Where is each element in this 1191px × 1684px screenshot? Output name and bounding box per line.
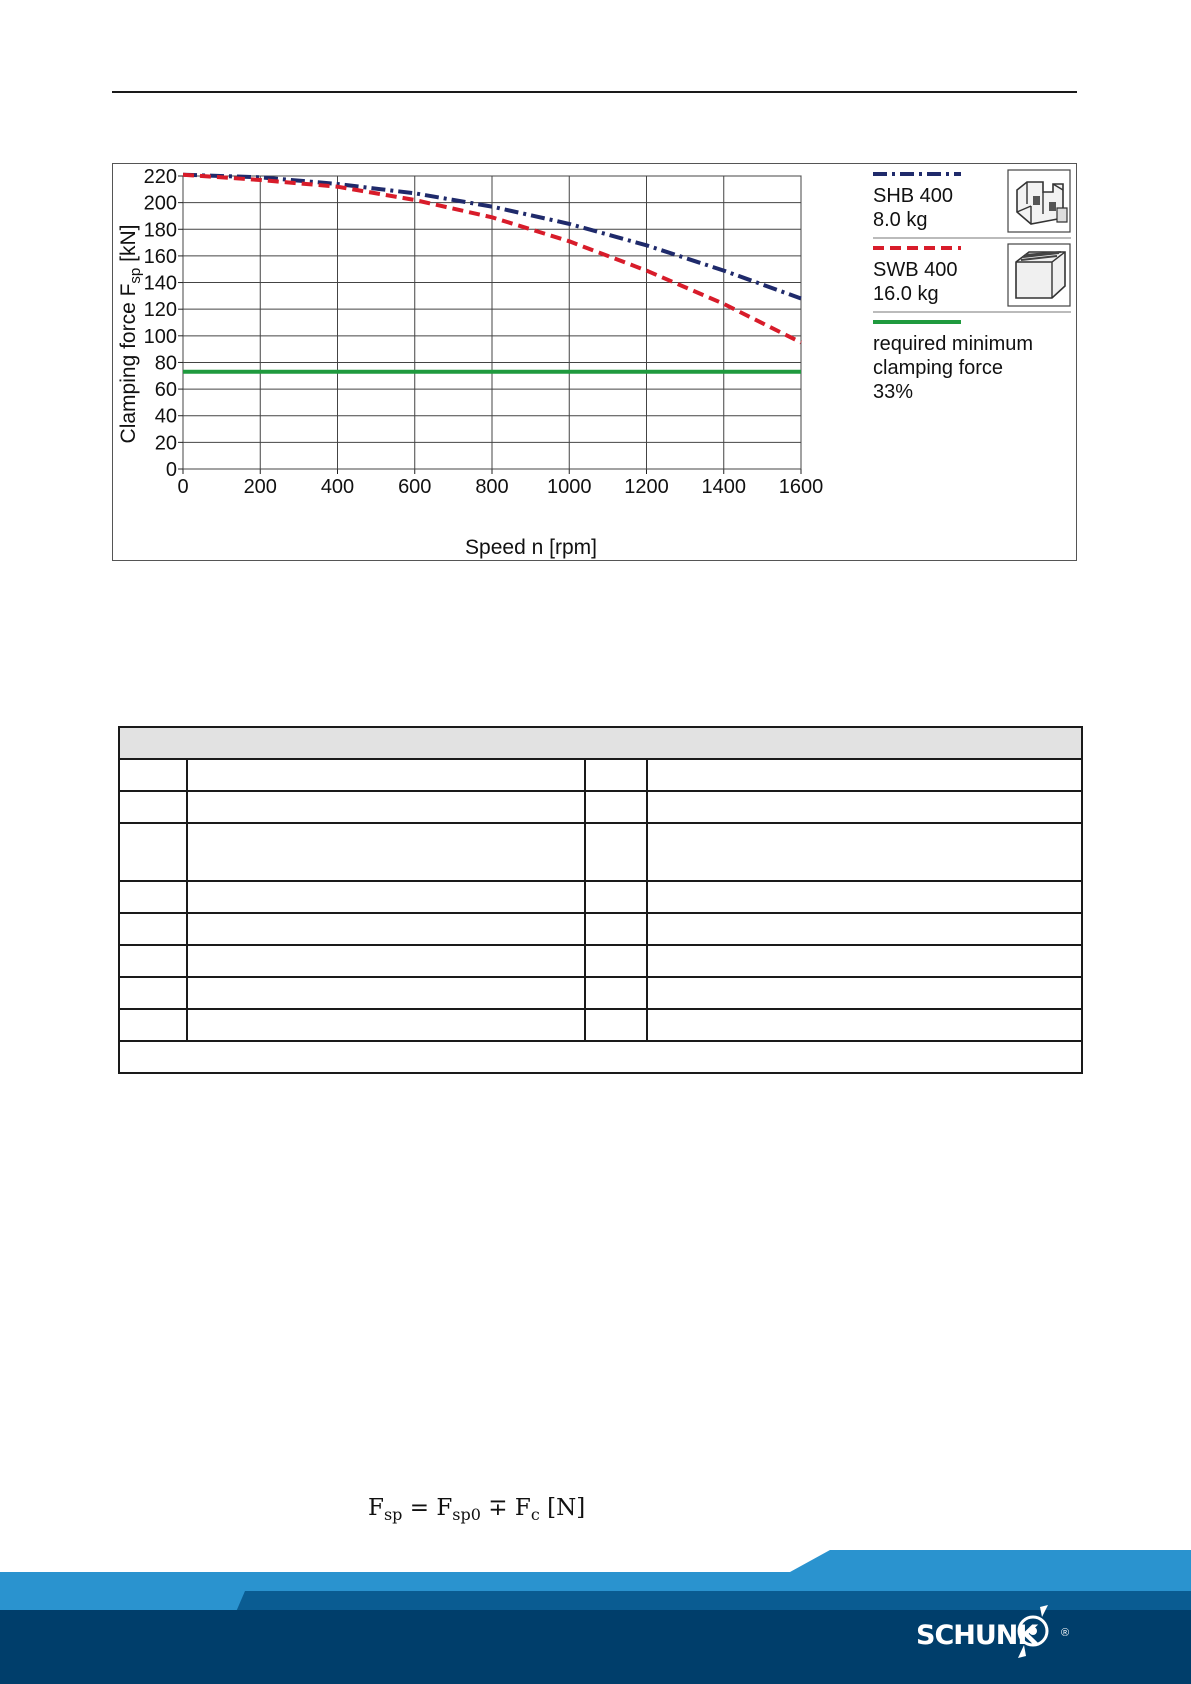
jaw-shb-icon [1008, 170, 1070, 232]
legend-shb-name: SHB 400 [873, 185, 954, 207]
clamping-force-formula [368, 1495, 585, 1524]
formula-lhs: F [368, 1495, 384, 1521]
table-cell [119, 977, 187, 1009]
y-tick-label: 220 [143, 166, 177, 188]
formula-term2: F [514, 1495, 531, 1521]
table-cell [119, 791, 187, 823]
legend-shb-weight: 8.0 kg [873, 209, 928, 231]
table-cell [585, 913, 647, 945]
table-cell [647, 977, 1082, 1009]
table-cell [647, 791, 1082, 823]
x-tick-label: 400 [320, 476, 355, 498]
chart-legend [873, 170, 1071, 403]
chart-grid [178, 176, 801, 474]
table-cell [585, 945, 647, 977]
table-cell [119, 1009, 187, 1041]
formula-term1-sub: sp0 [452, 1505, 481, 1524]
formula-unit: [N] [539, 1495, 586, 1521]
table-row [119, 791, 1082, 823]
table-cell [187, 791, 585, 823]
table-cell [585, 977, 647, 1009]
table-row [119, 913, 1082, 945]
table-cell [647, 759, 1082, 791]
table-cell [585, 791, 647, 823]
x-tick-label: 800 [475, 476, 509, 498]
y-axis-title-unit: [kN] [117, 224, 140, 268]
x-tick-label: 1000 [547, 476, 592, 498]
table-row [119, 1009, 1082, 1041]
legend-swb-weight: 16.0 kg [873, 283, 939, 305]
table-cell [585, 881, 647, 913]
y-axis-title [117, 225, 144, 444]
y-tick-label: 0 [165, 459, 177, 481]
table-row [119, 823, 1082, 881]
table-row [119, 881, 1082, 913]
table-cell [585, 823, 647, 881]
table-row [119, 945, 1082, 977]
table-cell [585, 759, 647, 791]
table-cell [647, 913, 1082, 945]
table-cell [647, 881, 1082, 913]
formula-term1: F [436, 1495, 453, 1521]
x-tick-label: 200 [243, 476, 277, 498]
y-tick-label: 80 [154, 352, 177, 375]
footer-band [0, 1550, 1191, 1684]
table-cell [187, 759, 585, 791]
jaw-swb-icon [1008, 244, 1070, 306]
table-cell [187, 881, 585, 913]
table-header-cell [119, 727, 1082, 759]
legend-min-line1: required minimum [873, 333, 1034, 355]
table-cell [647, 823, 1082, 881]
table-row [119, 977, 1082, 1009]
chart-svg [113, 164, 1078, 562]
table-cell [187, 945, 585, 977]
table-cell [187, 823, 585, 881]
clamping-force-chart [112, 163, 1077, 561]
table-footer-row [119, 1041, 1082, 1073]
y-tick-label: 40 [154, 405, 177, 428]
table-cell [585, 1009, 647, 1041]
table-cell [187, 1009, 585, 1041]
y-tick-label: 200 [143, 192, 177, 215]
y-axis-title-sub: sp [127, 267, 144, 284]
formula-lhs-sub: sp [383, 1505, 403, 1524]
legend-min-line3: 33% [873, 381, 914, 403]
chart-ticks [144, 166, 824, 498]
table-cell [187, 977, 585, 1009]
formula-operator: ∓ [480, 1495, 515, 1521]
x-tick-label: 1200 [624, 476, 669, 498]
table-footer-cell [119, 1041, 1082, 1073]
y-tick-label: 120 [143, 299, 177, 322]
x-tick-label: 600 [398, 476, 432, 498]
y-tick-label: 20 [154, 432, 177, 455]
brand-name: SCHUNK [916, 1620, 1038, 1651]
legend-min-line2: clamping force [873, 357, 1004, 379]
table-cell [119, 913, 187, 945]
brand-registered-mark: ® [1061, 1627, 1070, 1639]
x-tick-label: 1600 [778, 476, 824, 498]
legend-swb-name: SWB 400 [873, 259, 958, 281]
table-cell [119, 823, 187, 881]
formula-eq: = [402, 1495, 437, 1521]
table-cell [119, 945, 187, 977]
table-header-row [119, 727, 1082, 759]
y-tick-label: 60 [154, 379, 177, 402]
y-tick-label: 100 [143, 325, 177, 348]
x-axis-title: Speed n [rpm] [465, 536, 597, 559]
table-cell [647, 945, 1082, 977]
x-tick-label: 1400 [701, 476, 746, 498]
table-cell [119, 881, 187, 913]
y-tick-label: 140 [143, 272, 177, 295]
table-cell [187, 913, 585, 945]
table-cell [119, 759, 187, 791]
formula-term2-sub: c [530, 1505, 540, 1524]
spec-table [118, 726, 1083, 1074]
header-rule [112, 91, 1077, 93]
table-row [119, 759, 1082, 791]
y-axis-title-main: Clamping force F [117, 283, 140, 444]
y-tick-label: 180 [143, 219, 177, 242]
table-cell [647, 1009, 1082, 1041]
y-tick-label: 160 [143, 245, 177, 268]
x-tick-label: 0 [177, 476, 189, 498]
